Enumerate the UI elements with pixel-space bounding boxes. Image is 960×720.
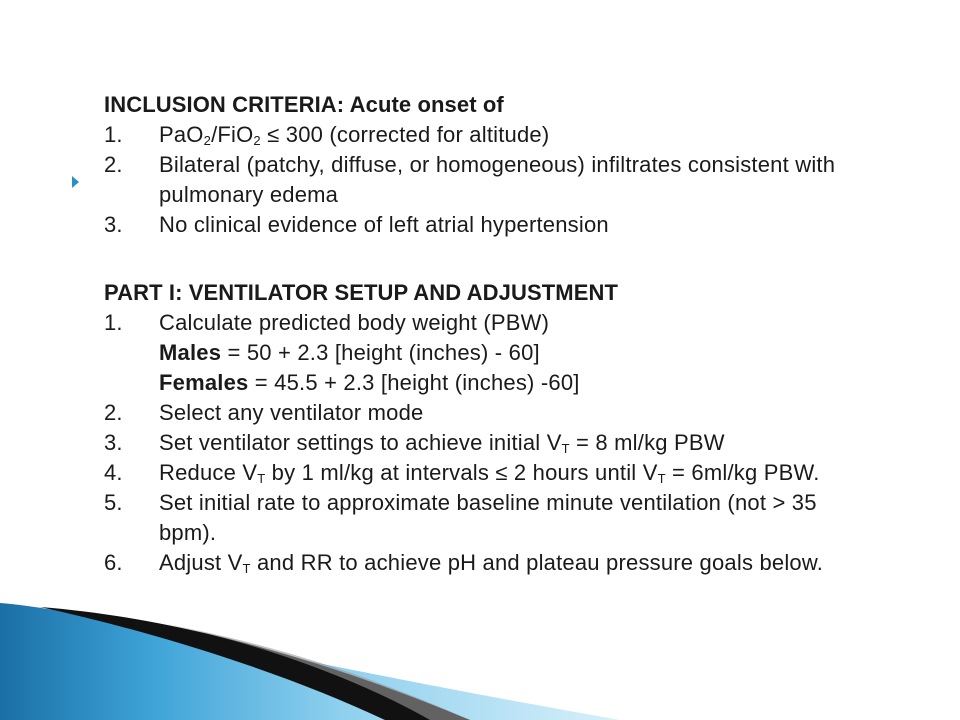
- item-number: 1.: [104, 310, 123, 335]
- item-number: 6.: [104, 550, 123, 575]
- item-number: 4.: [104, 460, 123, 485]
- item-number: 2.: [104, 400, 123, 425]
- item-number: 2.: [104, 152, 123, 177]
- item-text: Bilateral (patchy, diffuse, or homogeneous) infiltrates consistent with pulmonary edema: [159, 152, 836, 207]
- item-text: No clinical evidence of left atrial hypertension: [159, 212, 609, 237]
- inclusion-item-2: [104, 150, 934, 210]
- females-formula: Females = 45.5 + 2.3 [height (inches) -60]: [159, 370, 580, 395]
- part1-item-4: [104, 458, 934, 488]
- item-number: 3.: [104, 430, 123, 455]
- inclusion-criteria-heading: INCLUSION CRITERIA: Acute onset of: [104, 92, 504, 117]
- item-text: Set initial rate to approximate baseline minute ventilation (not > 35 bpm).: [159, 490, 817, 545]
- part1-item-6: [104, 548, 934, 578]
- item-number: 1.: [104, 122, 123, 147]
- inclusion-item-3: [104, 210, 934, 240]
- item-text: Reduce $V_T$ by 1 ml/kg at intervals ≤ 2 hours until $V_T = 6ml/kg$ PBW.: [159, 460, 820, 486]
- item-number: 5.: [104, 490, 123, 515]
- item-number: 3.: [104, 212, 123, 237]
- bullet-arrow-icon: [72, 176, 79, 188]
- part1-item-3: [104, 428, 934, 458]
- item-text: PaO$_2$/FiO$_2$ ≤ 300 (corrected for altitude): [159, 122, 550, 148]
- part1-item-2: [104, 398, 934, 428]
- item-text: Select any ventilator mode: [159, 400, 424, 425]
- item-text: Calculate predicted body weight (PBW) Males = 50 + 2.3 [height (inches) - 60] Females = 45.5 + 2.3 [height (inches) -60]: [159, 308, 934, 398]
- males-formula: Males = 50 + 2.3 [height (inches) - 60]: [159, 340, 540, 365]
- item-text: Set ventilator settings to achieve initial $V_T = 8$ ml/kg PBW: [159, 430, 725, 456]
- part1-item-1: [104, 308, 934, 398]
- bottom-swoosh-decoration: [0, 595, 960, 720]
- inclusion-item-1: [104, 120, 934, 150]
- slide-content: [104, 90, 934, 578]
- part1-item-5: [104, 488, 934, 548]
- part1-heading: PART I: VENTILATOR SETUP AND ADJUSTMENT: [104, 280, 618, 305]
- item-text: Adjust $V_T$ and RR to achieve pH and plateau pressure goals below.: [159, 550, 824, 576]
